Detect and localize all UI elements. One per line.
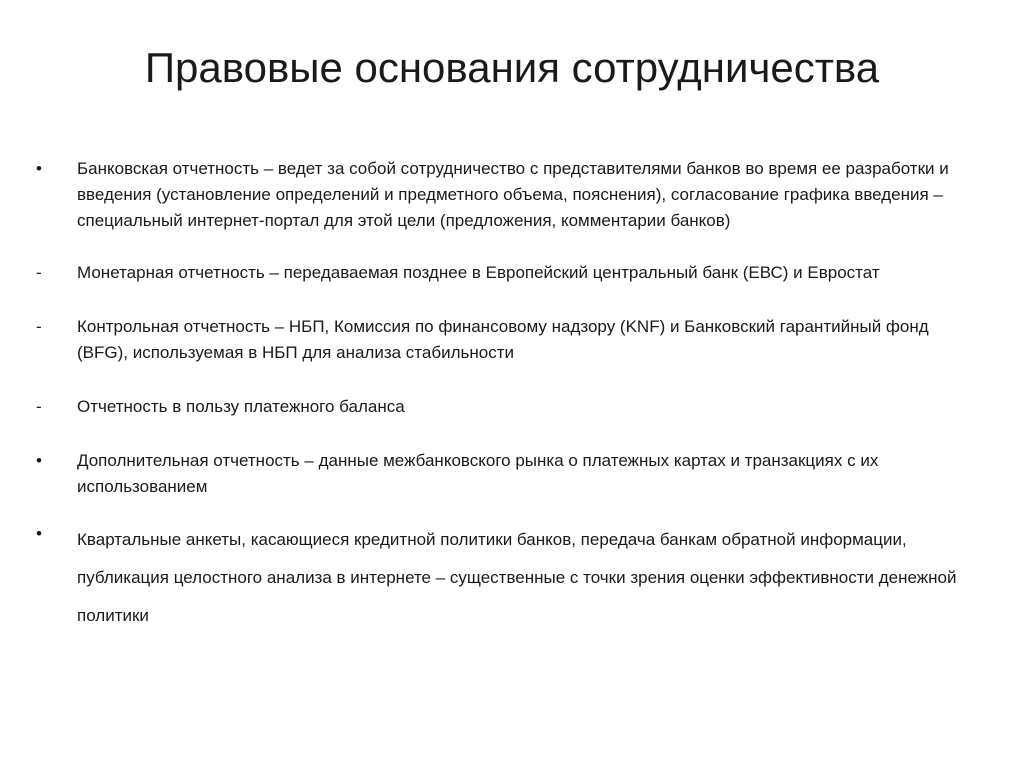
bullet-marker: • [36, 451, 42, 470]
bullet-list [36, 156, 976, 635]
list-item-text: Монетарная отчетность – передаваемая позднее в Европейский центральный банк (ЕВС) и Евростат [77, 263, 880, 282]
list-item [36, 314, 976, 366]
list-item [36, 521, 976, 635]
list-item-text: Банковская отчетность – ведет за собой сотрудничество с представителями банков во время ее разработки и введения (установление определений и предметного объема, пояснения), согласование графика введения – специальный интернет-портал для этой цели (предложения, комментарии банков) [77, 159, 949, 230]
bullet-marker: • [36, 159, 42, 178]
dash-marker: - [36, 263, 42, 282]
slide-title: Правовые основания сотрудничества [144, 44, 880, 91]
list-item-text: Дополнительная отчетность – данные межбанковского рынка о платежных картах и транзакциях с их использованием [77, 451, 879, 496]
list-item [36, 394, 976, 420]
list-item-text: Контрольная отчетность – НБП, Комиссия по финансовому надзору (KNF) и Банковский гарантийный фонд (BFG), используемая в НБП для анализа стабильности [77, 317, 929, 362]
list-item-text: Отчетность в пользу платежного баланса [77, 397, 405, 416]
bullet-marker: • [36, 524, 42, 543]
list-item [36, 156, 976, 234]
list-item [36, 448, 976, 500]
list-item-text: Квартальные анкеты, касающиеся кредитной политики банков, передача банкам обратной информации, публикация целостного анализа в интернете – существенные с точки зрения оценки эффективности денежной политики [77, 530, 957, 625]
list-item [36, 260, 976, 286]
dash-marker: - [36, 397, 42, 416]
dash-marker: - [36, 317, 42, 336]
